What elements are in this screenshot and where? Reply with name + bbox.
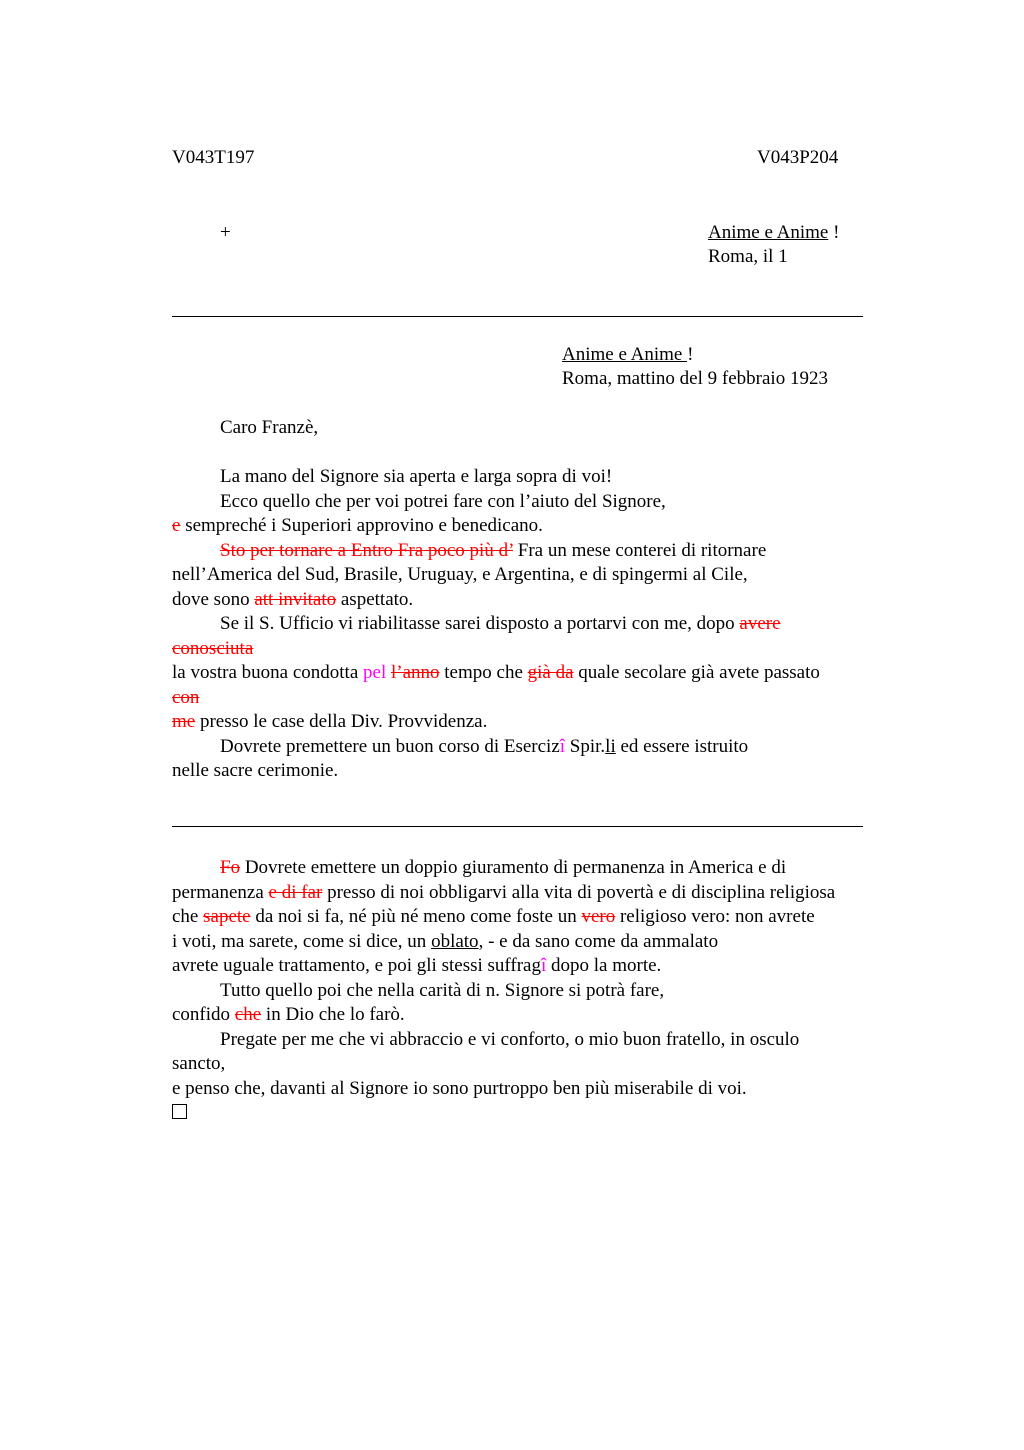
deleted-text: e (172, 515, 181, 536)
separator-line-1 (172, 316, 863, 317)
separator-line-2 (172, 826, 863, 827)
body-line (172, 637, 902, 662)
deleted-text: vero (581, 906, 616, 927)
end-square-icon (172, 1104, 187, 1119)
body-line: nell’America del Sud, Brasile, Uruguay, e Argentina, e di spingermi al Cile, (172, 564, 748, 585)
letter-motto-end: ! (687, 344, 694, 365)
body-line: Se il S. Ufficio vi riabilitasse sarei disposto a portarvi con me, dopo avere (220, 613, 781, 634)
deleted-text: sapete (203, 906, 251, 927)
letter-motto (562, 343, 693, 368)
body-line: Dovrete premettere un buon corso di Esercizî Spir.li ed essere istruito (220, 735, 749, 757)
body-line: Fo Dovrete emettere un doppio giuramento di permanenza in America e di (220, 857, 787, 878)
inserted-text: î (559, 735, 566, 757)
continuation-body (172, 856, 902, 1126)
deleted-text: che (234, 1004, 262, 1025)
body-line: confido che in Dio che lo farò. (172, 1004, 405, 1025)
underlined-text: oblato (431, 930, 479, 952)
deleted-text: conosciuta (172, 637, 254, 659)
deleted-text: e di far (268, 881, 323, 903)
letter-place-date: Roma, mattino del 9 febbraio 1923 (562, 368, 828, 389)
deleted-text: avere (739, 613, 781, 634)
body-line: La mano del Signore sia aperta e larga sopra di voi! (220, 466, 613, 487)
body-line: Tutto quello poi che nella carità di n. Signore si potrà fare, (220, 979, 665, 1001)
body-line: dove sono att invitato aspettato. (172, 588, 414, 610)
body-line: Sto per tornare a Entro Fra poco più d’ Fra un mese conterei di ritornare (220, 539, 767, 561)
body-line: avrete uguale trattamento, e poi gli stessi suffragî dopo la morte. (172, 955, 662, 976)
body-line: i voti, ma sarete, come si dice, un oblato, - e da sano come da ammalato (172, 930, 719, 952)
deleted-text: Sto per tornare a Entro Fra poco più d’ (220, 539, 514, 561)
body-line: me presso le case della Div. Provvidenza. (172, 711, 488, 732)
body-line: Pregate per me che vi abbraccio e vi conforto, o mio buon fratello, in osculo (220, 1028, 800, 1050)
deleted-text: Fo (220, 857, 241, 878)
draft-motto-end: ! (828, 222, 840, 243)
body-line: permanenza e di far presso di noi obbligarvi alla vita di povertà e di disciplina religiosa (172, 881, 836, 903)
salutation: Caro Franzè, (220, 417, 319, 438)
draft-motto-text: Anime e Anime (708, 222, 829, 243)
body-line: e penso che, davanti al Signore io sono purtroppo ben più miserabile di voi. (172, 1077, 747, 1099)
inserted-text: î (540, 955, 547, 976)
draft-place-date: Roma, il 1 (708, 246, 788, 267)
deleted-text: att invitato (254, 588, 337, 610)
deleted-text: già da (527, 662, 574, 683)
body-line: la vostra buona condotta pel l’anno tempo che già da quale secolare già avete passato (172, 662, 820, 683)
letter-motto-text: Anime e Anime (562, 344, 688, 365)
body-line: e sempreché i Superiori approvino e benedicano. (172, 515, 543, 536)
letter-body (172, 465, 902, 784)
cross-mark: + (220, 222, 231, 243)
body-line: sancto, (172, 1053, 226, 1074)
end-marker-line (172, 1101, 902, 1126)
body-line: Ecco quello che per voi potrei fare con l’aiuto del Signore, (220, 490, 666, 512)
inserted-text: pel (363, 662, 387, 683)
body-line (172, 686, 902, 711)
underlined-text: li (605, 735, 616, 757)
deleted-text: me (172, 711, 196, 732)
deleted-text: con (172, 686, 200, 708)
document-code-left: V043T197 (172, 147, 255, 168)
draft-motto (708, 221, 839, 246)
deleted-text: l’anno (390, 662, 440, 683)
body-line: che sapete da noi si fa, né più né meno come foste un vero religioso vero: non avrete (172, 906, 815, 927)
document-code-right: V043P204 (757, 147, 839, 168)
body-line: nelle sacre cerimonie. (172, 760, 339, 781)
